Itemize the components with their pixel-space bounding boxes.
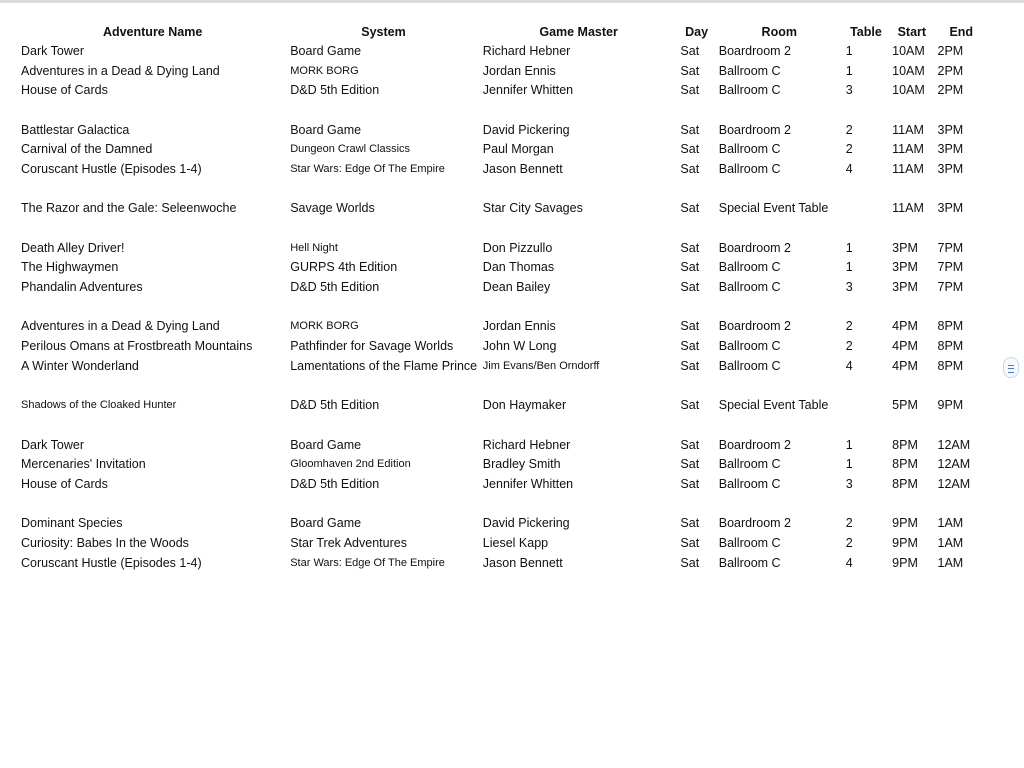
- cell-game-master[interactable]: Jordan Ennis: [482, 63, 556, 78]
- cell-adventure-name[interactable]: Perilous Omans at Frostbreath Mountains: [21, 339, 253, 354]
- cell-day[interactable]: Sat: [680, 63, 700, 78]
- cell-day[interactable]: [677, 376, 715, 396]
- cell-table[interactable]: 3: [845, 83, 853, 98]
- cell-adventure-name[interactable]: [18, 415, 287, 435]
- cell-table[interactable]: 2: [845, 536, 853, 551]
- cell-system[interactable]: Board Game: [290, 516, 362, 531]
- header-room[interactable]: Room: [761, 24, 797, 39]
- cell-system[interactable]: Star Trek Adventures: [290, 536, 407, 551]
- cell-room[interactable]: Ballroom C: [718, 358, 781, 373]
- cell-end[interactable]: [935, 297, 988, 317]
- cell-adventure-name[interactable]: [18, 376, 287, 396]
- cell-game-master[interactable]: Don Pizzullo: [482, 240, 553, 255]
- cell-table[interactable]: [843, 395, 889, 415]
- cell-room[interactable]: Boardroom 2: [718, 319, 791, 334]
- cell-table[interactable]: [843, 218, 889, 238]
- cell-table[interactable]: 1: [845, 457, 853, 472]
- cell-table[interactable]: 2: [845, 142, 853, 157]
- cell-end[interactable]: 2PM: [937, 63, 964, 78]
- cell-end[interactable]: [935, 376, 988, 396]
- cell-day[interactable]: Sat: [680, 358, 700, 373]
- cell-day[interactable]: Sat: [680, 201, 700, 216]
- table-row: [18, 238, 988, 258]
- cell-day[interactable]: Sat: [680, 43, 700, 58]
- cell-day[interactable]: Sat: [680, 83, 700, 98]
- cell-game-master[interactable]: David Pickering: [482, 122, 570, 137]
- spacer-row: [18, 179, 988, 199]
- cell-start[interactable]: 4PM: [892, 358, 918, 373]
- cell-system[interactable]: Board Game: [290, 43, 362, 58]
- table-row: [18, 159, 988, 179]
- cell-start[interactable]: [889, 218, 934, 238]
- cell-start[interactable]: 8PM: [892, 457, 918, 472]
- cell-room[interactable]: Ballroom C: [718, 280, 781, 295]
- cell-day[interactable]: Sat: [680, 437, 700, 452]
- spacer-row: [18, 494, 988, 514]
- cell-game-master[interactable]: Richard Hebner: [482, 43, 571, 58]
- cell-game-master[interactable]: Dean Bailey: [482, 280, 551, 295]
- cell-adventure-name[interactable]: A Winter Wonderland: [21, 358, 139, 373]
- table-row: [18, 435, 988, 455]
- cell-start[interactable]: 8PM: [892, 476, 918, 491]
- header-table[interactable]: Table: [850, 24, 882, 39]
- table-row: [18, 139, 988, 159]
- cell-end[interactable]: 3PM: [937, 201, 964, 216]
- cell-day[interactable]: Sat: [680, 555, 700, 570]
- cell-start[interactable]: [889, 415, 934, 435]
- cell-end[interactable]: [935, 415, 988, 435]
- cell-table[interactable]: [843, 297, 889, 317]
- list-lines-glyph: [1008, 365, 1014, 373]
- cell-day[interactable]: Sat: [680, 260, 700, 275]
- cell-game-master[interactable]: Jason Bennett: [482, 555, 563, 570]
- cell-table[interactable]: 4: [845, 358, 853, 373]
- cell-adventure-name[interactable]: [18, 218, 287, 238]
- cell-day[interactable]: [677, 494, 715, 514]
- header-start[interactable]: Start: [897, 24, 927, 39]
- cell-game-master[interactable]: Paul Morgan: [482, 142, 554, 157]
- schedule-table: [18, 22, 988, 573]
- cell-game-master[interactable]: [480, 179, 678, 199]
- cell-system[interactable]: D&D 5th Edition: [290, 280, 380, 295]
- cell-adventure-name[interactable]: House of Cards: [21, 476, 108, 491]
- cell-adventure-name[interactable]: The Highwaymen: [21, 260, 119, 275]
- cell-table[interactable]: 2: [845, 516, 853, 531]
- cell-day[interactable]: Sat: [680, 122, 700, 137]
- cell-table[interactable]: 1: [845, 260, 853, 275]
- table-row: [18, 454, 988, 474]
- cell-adventure-name[interactable]: Battlestar Galactica: [21, 122, 130, 137]
- schedule-body: [18, 41, 988, 573]
- cell-room[interactable]: Special Event Table: [718, 398, 829, 413]
- cell-end[interactable]: 9PM: [937, 398, 964, 413]
- cell-system[interactable]: MORK BORG: [290, 320, 359, 333]
- cell-adventure-name[interactable]: The Razor and the Gale: Seleenwoche: [21, 201, 237, 216]
- header-adventure-name[interactable]: Adventure Name: [102, 24, 203, 39]
- cell-adventure-name[interactable]: Curiosity: Babes In the Woods: [21, 536, 189, 551]
- cell-game-master[interactable]: Liesel Kapp: [482, 536, 549, 551]
- cell-room[interactable]: Ballroom C: [718, 142, 781, 157]
- cell-day[interactable]: Sat: [680, 476, 700, 491]
- cell-end[interactable]: 7PM: [937, 280, 964, 295]
- cell-end[interactable]: 1AM: [937, 536, 964, 551]
- cell-game-master[interactable]: Bradley Smith: [482, 457, 561, 472]
- cell-end[interactable]: 12AM: [937, 457, 971, 472]
- cell-system[interactable]: Pathfinder for Savage Worlds: [290, 339, 454, 354]
- cell-end[interactable]: [935, 494, 988, 514]
- cell-adventure-name[interactable]: Dark Tower: [21, 437, 84, 452]
- cell-start[interactable]: 9PM: [892, 516, 918, 531]
- cell-day[interactable]: Sat: [680, 280, 700, 295]
- cell-game-master[interactable]: Jennifer Whitten: [482, 83, 574, 98]
- cell-end[interactable]: 7PM: [937, 260, 964, 275]
- cell-end[interactable]: 2PM: [937, 83, 964, 98]
- cell-system[interactable]: Board Game: [290, 437, 362, 452]
- table-row: [18, 277, 988, 297]
- cell-table[interactable]: [843, 100, 889, 120]
- cell-day[interactable]: Sat: [680, 398, 700, 413]
- cell-day[interactable]: Sat: [680, 457, 700, 472]
- cell-adventure-name[interactable]: Coruscant Hustle (Episodes 1-4): [21, 555, 202, 570]
- cell-system[interactable]: Gloomhaven 2nd Edition: [290, 458, 411, 471]
- cell-game-master[interactable]: [480, 297, 678, 317]
- cell-start[interactable]: 3PM: [892, 260, 918, 275]
- cell-game-master[interactable]: [480, 494, 678, 514]
- cell-end[interactable]: [935, 100, 988, 120]
- cell-room[interactable]: [716, 100, 843, 120]
- cell-day[interactable]: Sat: [680, 319, 700, 334]
- cell-end[interactable]: [935, 218, 988, 238]
- cell-game-master[interactable]: [480, 376, 678, 396]
- cell-room[interactable]: Ballroom C: [718, 63, 781, 78]
- cell-system[interactable]: Board Game: [290, 122, 362, 137]
- cell-game-master[interactable]: [480, 415, 678, 435]
- table-row: [18, 514, 988, 534]
- cell-day[interactable]: Sat: [680, 240, 700, 255]
- cell-game-master[interactable]: [480, 100, 678, 120]
- cell-start[interactable]: 4PM: [892, 339, 918, 354]
- table-row: [18, 258, 988, 278]
- table-row: [18, 336, 988, 356]
- cell-start[interactable]: 11AM: [892, 122, 924, 137]
- cell-system[interactable]: [287, 376, 480, 396]
- cell-table[interactable]: 4: [845, 555, 853, 570]
- cell-room[interactable]: Ballroom C: [718, 83, 781, 98]
- cell-room[interactable]: Ballroom C: [718, 555, 781, 570]
- cell-game-master[interactable]: Richard Hebner: [482, 437, 571, 452]
- cell-end[interactable]: 1AM: [937, 555, 964, 570]
- cell-system[interactable]: Savage Worlds: [290, 201, 375, 216]
- cell-room[interactable]: [716, 297, 843, 317]
- table-row: [18, 120, 988, 140]
- cell-start[interactable]: 10AM: [892, 83, 925, 98]
- cell-start[interactable]: 3PM: [892, 280, 918, 295]
- cell-room[interactable]: Ballroom C: [718, 457, 781, 472]
- cell-start[interactable]: 9PM: [892, 555, 918, 570]
- cell-day[interactable]: Sat: [680, 536, 700, 551]
- cell-room[interactable]: [716, 415, 843, 435]
- cell-system[interactable]: GURPS 4th Edition: [290, 260, 398, 275]
- spacer-row: [18, 297, 988, 317]
- cell-adventure-name[interactable]: [18, 100, 287, 120]
- cell-room[interactable]: Ballroom C: [718, 260, 781, 275]
- cell-game-master[interactable]: Dan Thomas: [482, 260, 555, 275]
- cell-table[interactable]: 1: [845, 63, 853, 78]
- table-row: [18, 41, 988, 61]
- cell-day[interactable]: [677, 218, 715, 238]
- table-row: [18, 533, 988, 553]
- cell-adventure-name[interactable]: Adventures in a Dead & Dying Land: [21, 63, 220, 78]
- spacer-row: [18, 218, 988, 238]
- cell-system[interactable]: Dungeon Crawl Classics: [290, 143, 411, 156]
- cell-start[interactable]: [889, 494, 934, 514]
- cell-adventure-name[interactable]: Dominant Species: [21, 516, 123, 531]
- cell-table[interactable]: 2: [845, 339, 853, 354]
- cell-end[interactable]: 8PM: [937, 339, 964, 354]
- cell-system[interactable]: [287, 218, 480, 238]
- cell-adventure-name[interactable]: Mercenaries' Invitation: [21, 457, 146, 472]
- cell-system[interactable]: MORK BORG: [290, 64, 359, 77]
- cell-room[interactable]: Ballroom C: [718, 339, 781, 354]
- cell-room[interactable]: Boardroom 2: [718, 516, 791, 531]
- cell-start[interactable]: [889, 100, 934, 120]
- cell-end[interactable]: 12AM: [937, 476, 971, 491]
- cell-room[interactable]: Ballroom C: [718, 536, 781, 551]
- cell-room[interactable]: Boardroom 2: [718, 240, 791, 255]
- header-system[interactable]: System: [361, 24, 406, 39]
- cell-day[interactable]: Sat: [680, 339, 700, 354]
- cell-system[interactable]: D&D 5th Edition: [290, 83, 380, 98]
- cell-table[interactable]: 2: [845, 122, 853, 137]
- cell-table[interactable]: [843, 179, 889, 199]
- cell-adventure-name[interactable]: [18, 179, 287, 199]
- cell-end[interactable]: 1AM: [937, 516, 964, 531]
- cell-game-master[interactable]: Star City Savages: [482, 201, 583, 216]
- cell-room[interactable]: Ballroom C: [718, 476, 781, 491]
- cell-adventure-name[interactable]: Death Alley Driver!: [21, 240, 125, 255]
- cell-day[interactable]: [677, 297, 715, 317]
- cell-game-master[interactable]: Jim Evans/Ben Orndorff: [482, 359, 600, 372]
- table-row: [18, 80, 988, 100]
- cell-system[interactable]: [287, 100, 480, 120]
- table-row: [18, 317, 988, 337]
- cell-game-master[interactable]: Jennifer Whitten: [482, 476, 574, 491]
- cell-room[interactable]: Boardroom 2: [718, 437, 791, 452]
- cell-game-master[interactable]: John W Long: [482, 339, 557, 354]
- cell-start[interactable]: [889, 179, 934, 199]
- cell-table[interactable]: [843, 199, 889, 219]
- cell-start[interactable]: 4PM: [892, 319, 918, 334]
- cell-room[interactable]: [716, 218, 843, 238]
- cell-adventure-name[interactable]: Adventures in a Dead & Dying Land: [21, 319, 220, 334]
- cell-table[interactable]: 2: [845, 319, 853, 334]
- cell-system[interactable]: [287, 415, 480, 435]
- cell-start[interactable]: 8PM: [892, 437, 918, 452]
- table-row: [18, 199, 988, 219]
- header-game-master[interactable]: Game Master: [539, 24, 618, 39]
- cell-game-master[interactable]: Jason Bennett: [482, 161, 563, 176]
- cell-end[interactable]: 8PM: [937, 358, 964, 373]
- cell-adventure-name[interactable]: [18, 297, 287, 317]
- cell-start[interactable]: [889, 376, 934, 396]
- table-row: [18, 474, 988, 494]
- cell-end[interactable]: 3PM: [937, 122, 964, 137]
- cell-adventure-name[interactable]: Shadows of the Cloaked Hunter: [21, 399, 177, 412]
- table-row: [18, 61, 988, 81]
- cell-day[interactable]: Sat: [680, 142, 700, 157]
- cell-table[interactable]: 3: [845, 280, 853, 295]
- cell-end[interactable]: 8PM: [937, 319, 964, 334]
- cell-day[interactable]: [677, 179, 715, 199]
- cell-table[interactable]: 3: [845, 476, 853, 491]
- cell-game-master[interactable]: David Pickering: [482, 516, 570, 531]
- cell-start[interactable]: 11AM: [892, 201, 924, 216]
- cell-table[interactable]: 1: [845, 43, 853, 58]
- cell-adventure-name[interactable]: Carnival of the Damned: [21, 142, 153, 157]
- cell-day[interactable]: Sat: [680, 161, 700, 176]
- cell-start[interactable]: 5PM: [892, 398, 918, 413]
- cell-start[interactable]: 10AM: [892, 63, 925, 78]
- cell-room[interactable]: [716, 494, 843, 514]
- table-row: [18, 356, 988, 376]
- cell-adventure-name[interactable]: House of Cards: [21, 83, 108, 98]
- cell-adventure-name[interactable]: [18, 494, 287, 514]
- table-row: [18, 553, 988, 573]
- cell-system[interactable]: Star Wars: Edge Of The Empire: [290, 556, 445, 569]
- cell-system[interactable]: [287, 179, 480, 199]
- cell-room[interactable]: [716, 179, 843, 199]
- spacer-row: [18, 376, 988, 396]
- spacer-row: [18, 415, 988, 435]
- cell-room[interactable]: [716, 376, 843, 396]
- cell-end[interactable]: 3PM: [937, 142, 964, 157]
- cell-start[interactable]: 10AM: [892, 43, 925, 58]
- cell-game-master[interactable]: Jordan Ennis: [482, 319, 556, 334]
- cell-start[interactable]: 11AM: [892, 142, 924, 157]
- cell-room[interactable]: Ballroom C: [718, 161, 781, 176]
- cell-table[interactable]: [843, 494, 889, 514]
- cell-adventure-name[interactable]: Dark Tower: [21, 43, 84, 58]
- cell-end[interactable]: 3PM: [937, 161, 964, 176]
- cell-system[interactable]: D&D 5th Edition: [290, 398, 380, 413]
- cell-start[interactable]: 3PM: [892, 240, 918, 255]
- cell-system[interactable]: [287, 297, 480, 317]
- list-lines-icon[interactable]: [1003, 357, 1019, 378]
- cell-day[interactable]: Sat: [680, 516, 700, 531]
- cell-table[interactable]: 4: [845, 161, 853, 176]
- cell-room[interactable]: Boardroom 2: [718, 122, 791, 137]
- cell-system[interactable]: [287, 494, 480, 514]
- cell-end[interactable]: 7PM: [937, 240, 964, 255]
- cell-end[interactable]: 12AM: [937, 437, 971, 452]
- header-row: [18, 22, 988, 41]
- cell-system[interactable]: Lamentations of the Flame Prince: [290, 358, 478, 373]
- cell-system[interactable]: D&D 5th Edition: [290, 476, 380, 491]
- cell-table[interactable]: [843, 415, 889, 435]
- cell-adventure-name[interactable]: Coruscant Hustle (Episodes 1-4): [21, 161, 202, 176]
- cell-start[interactable]: 9PM: [892, 536, 918, 551]
- cell-table[interactable]: 1: [845, 437, 853, 452]
- cell-table[interactable]: 1: [845, 240, 853, 255]
- cell-room[interactable]: Special Event Table: [718, 201, 829, 216]
- cell-game-master[interactable]: [480, 218, 678, 238]
- cell-start[interactable]: 11AM: [892, 161, 924, 176]
- spacer-row: [18, 100, 988, 120]
- cell-end[interactable]: [935, 179, 988, 199]
- cell-room[interactable]: Boardroom 2: [718, 43, 791, 58]
- top-border: [0, 0, 1024, 3]
- cell-adventure-name[interactable]: Phandalin Adventures: [21, 280, 143, 295]
- cell-day[interactable]: [677, 100, 715, 120]
- cell-system[interactable]: Star Wars: Edge Of The Empire: [290, 162, 445, 175]
- cell-table[interactable]: [843, 376, 889, 396]
- cell-system[interactable]: Hell Night: [290, 241, 338, 254]
- cell-end[interactable]: 2PM: [937, 43, 964, 58]
- table-row: [18, 395, 988, 415]
- header-end[interactable]: End: [949, 24, 974, 39]
- cell-start[interactable]: [889, 297, 934, 317]
- cell-day[interactable]: [677, 415, 715, 435]
- header-day[interactable]: Day: [685, 24, 709, 39]
- cell-game-master[interactable]: Don Haymaker: [482, 398, 567, 413]
